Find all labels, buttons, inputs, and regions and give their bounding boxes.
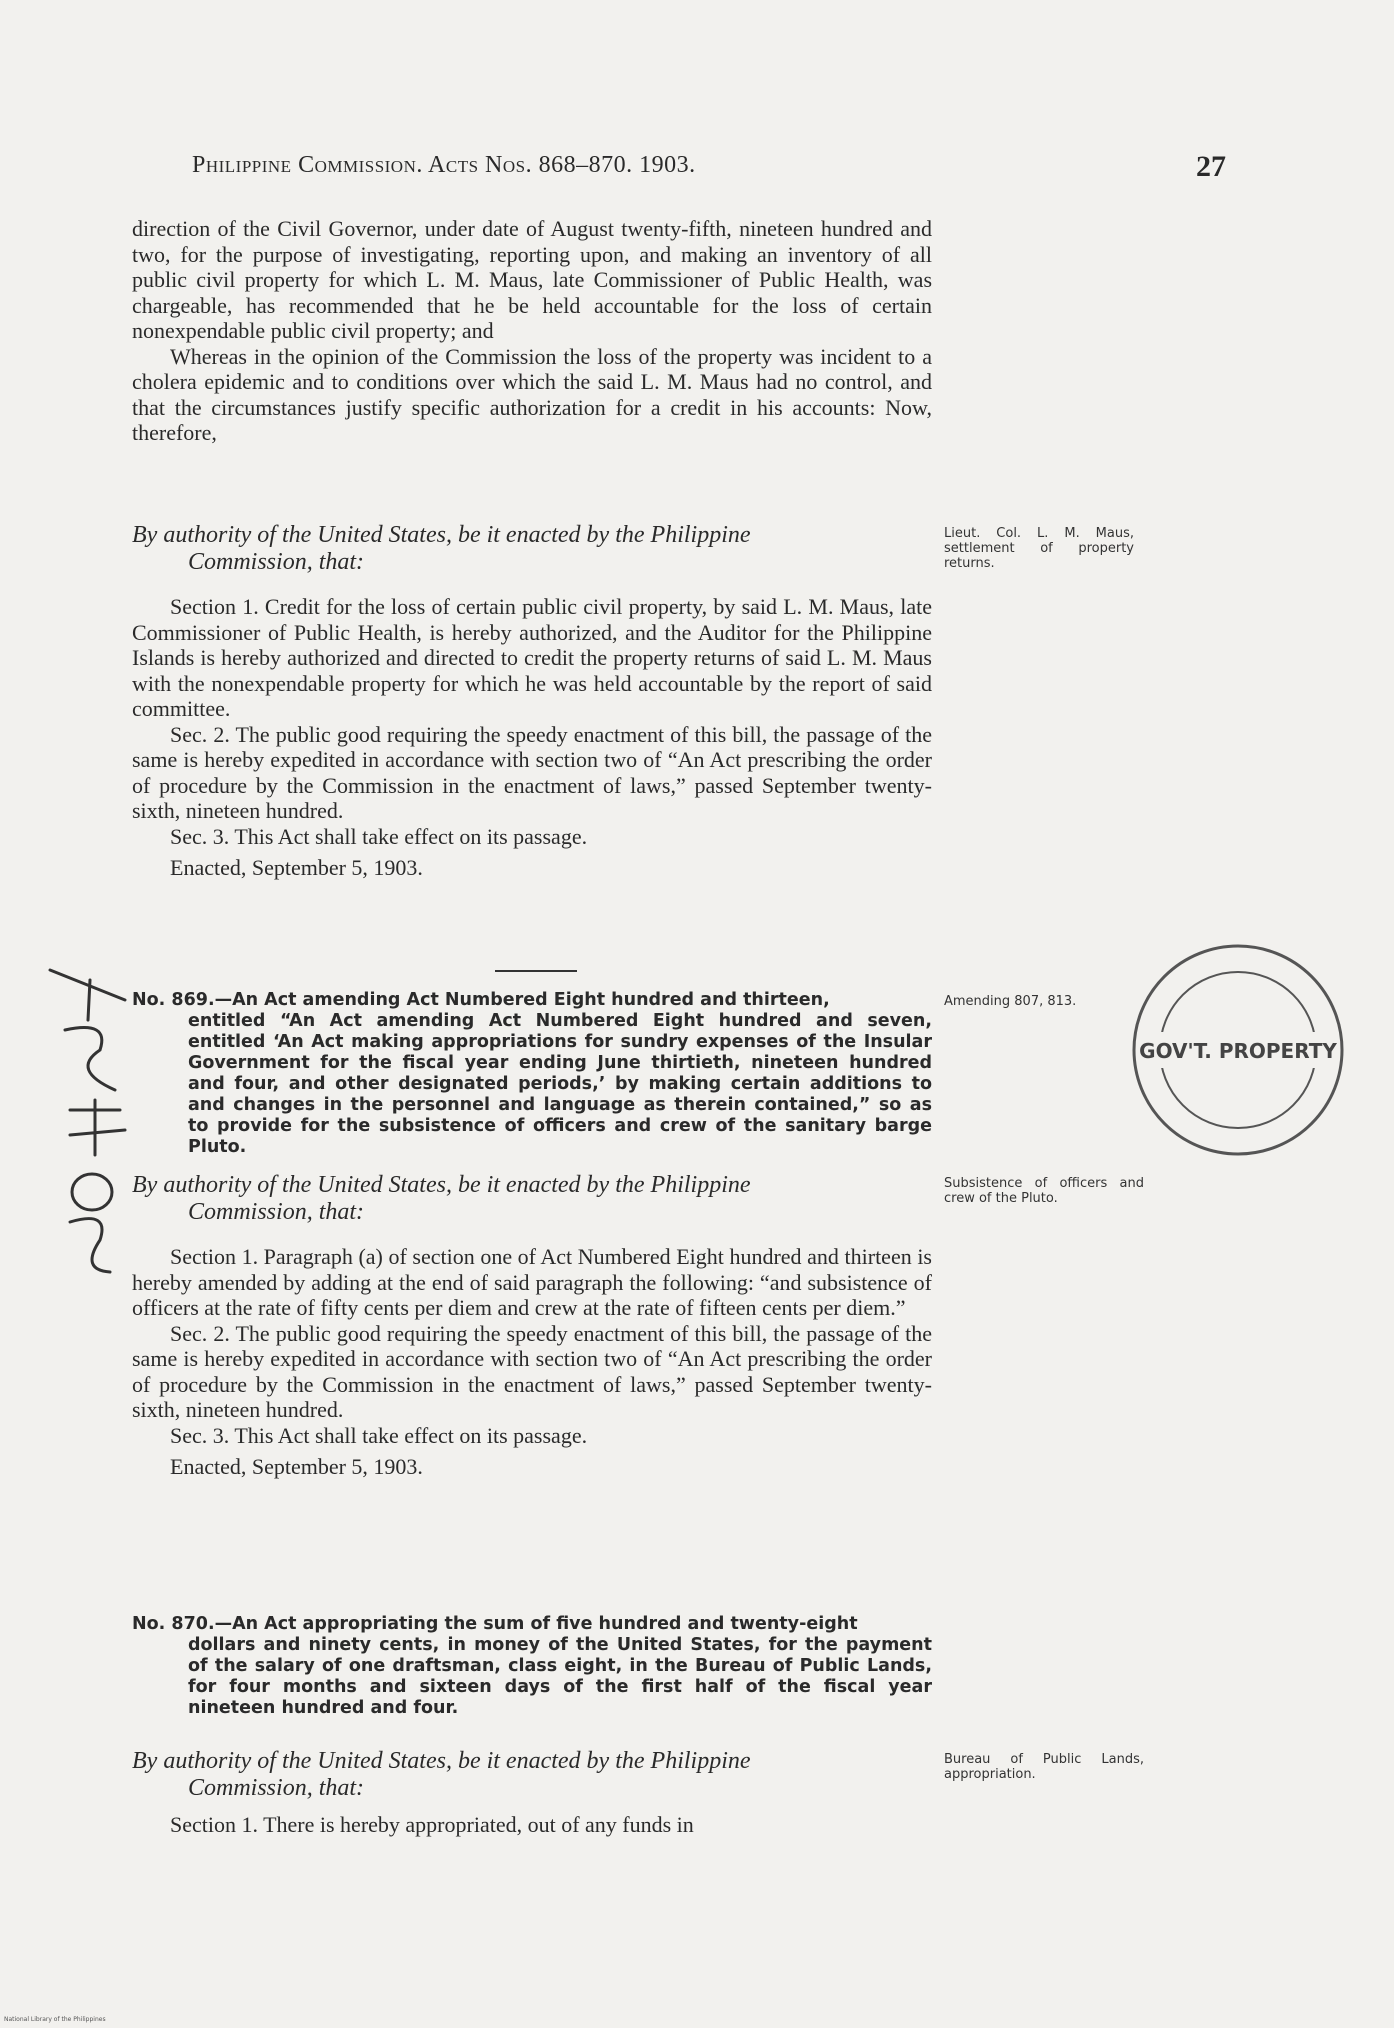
handwritten-number: [30, 960, 150, 1280]
act-title-rest: dollars and ninety cents, in money of the United States, for the payment of the salary of one draftsman, class eight, in the Bureau of Public Lands, for four months and sixteen days of the first half of the fiscal year nineteen hundred and four.: [188, 1635, 932, 1718]
running-header: Philippine Commission. Acts Nos. 868–870. 1903.: [192, 152, 696, 178]
enacting-clause-line: By authority of the United States, be it enacted by the Philippine: [132, 522, 751, 548]
enacting-clause: [132, 522, 932, 576]
act-title-line: No. 869.—An Act amending Act Numbered Eight hundred and thirteen,: [132, 990, 830, 1010]
enacting-clause-line: Commission, that:: [188, 549, 365, 575]
enacting-clause-line: Commission, that:: [188, 1199, 365, 1225]
act-869-title: [132, 990, 932, 1158]
enacting-clause-line: By authority of the United States, be it enacted by the Philippine: [132, 1748, 751, 1774]
enacting-clause-line: Commission, that:: [188, 1775, 365, 1801]
property-stamp: [1118, 930, 1358, 1170]
act-868-body: [132, 216, 932, 446]
act-870-title: [132, 1614, 932, 1719]
margin-note: Amending 807, 813.: [944, 994, 1077, 1009]
section-1: Section 1. There is hereby appropriated, out of any funds in: [170, 1812, 694, 1837]
margin-note: Bureau of Public Lands, appropriation.: [944, 1752, 1144, 1782]
enacted-date: Enacted, September 5, 1903.: [170, 1454, 423, 1479]
page-number: 27: [1196, 150, 1226, 183]
enacting-clause: [132, 1172, 932, 1226]
enacting-clause: [132, 1748, 932, 1802]
enacted-date: Enacted, September 5, 1903.: [170, 855, 423, 880]
section-3: Sec. 3. This Act shall take effect on its passage.: [170, 823, 588, 849]
paragraph: direction of the Civil Governor, under date of August twenty-fifth, nineteen hundred and two, for the purpose of investigating, reporting upon, and making an inventory of all public civil property for which L. M. Maus, late Commissioner of Public Health, was chargeable, has recommended that he be held accountable for the loss of certain nonexpendable public civil property; and: [132, 216, 932, 343]
section-3: Sec. 3. This Act shall take effect on its passage.: [170, 1422, 588, 1448]
act-title-rest: entitled “An Act amending Act Numbered Eight hundred and seven, entitled ‘An Act making appropriations for sundry expenses of the Insular Government for the fiscal year ending June thirtieth, nineteen hundred and four, and other designated periods,’ by making certain additions to and changes in the personnel and language as therein contained,” so as to provide for the subsistence of officers and crew of the sanitary barge Pluto.: [188, 1011, 932, 1157]
enacting-clause-line: By authority of the United States, be it enacted by the Philippine: [132, 1172, 751, 1198]
stamp-text: GOV'T. PROPERTY: [1139, 1039, 1337, 1063]
act-title-line: No. 870.—An Act appropriating the sum of five hundred and twenty-eight: [132, 1614, 858, 1634]
section-2: Sec. 2. The public good requiring the speedy enactment of this bill, the passage of the same is hereby expedited in accordance with section two of “An Act prescribing the order of procedure by the Commission in the enactment of laws,” passed September twenty-sixth, nineteen hundred.: [132, 1320, 932, 1422]
act-868-sections: [132, 594, 932, 881]
margin-note: Lieut. Col. L. M. Maus, settlement of property returns.: [944, 526, 1134, 571]
section-1: Section 1. Paragraph (a) of section one of Act Numbered Eight hundred and thirteen is hereby amended by adding at the end of said paragraph the following: “and subsistence of officers at the rate of fifty cents per diem and crew at the rate of fifteen cents per diem.”: [132, 1244, 932, 1320]
margin-note: Subsistence of officers and crew of the Pluto.: [944, 1176, 1144, 1206]
footer-credit: National Library of the Philippines: [4, 2016, 106, 2023]
act-869-sections: [132, 1244, 932, 1480]
act-870-sections: [132, 1812, 932, 1838]
section-1: Section 1. Credit for the loss of certain public civil property, by said L. M. Maus, late Commissioner of Public Health, is hereby authorized, and the Auditor for the Philippine Islands is hereby authorized and directed to credit the property returns of said L. M. Maus with the nonexpendable property for which he was held accountable by the report of said committee.: [132, 594, 932, 721]
section-2: Sec. 2. The public good requiring the speedy enactment of this bill, the passage of the same is hereby expedited in accordance with section two of “An Act prescribing the order of procedure by the Commission in the enactment of laws,” passed September twenty-sixth, nineteen hundred.: [132, 721, 932, 823]
paragraph: Whereas in the opinion of the Commission the loss of the property was incident to a cholera epidemic and to conditions over which the said L. M. Maus had no control, and that the circumstances justify specific authorization for a credit in his accounts: Now, therefore,: [132, 343, 932, 445]
section-divider: [495, 970, 577, 972]
